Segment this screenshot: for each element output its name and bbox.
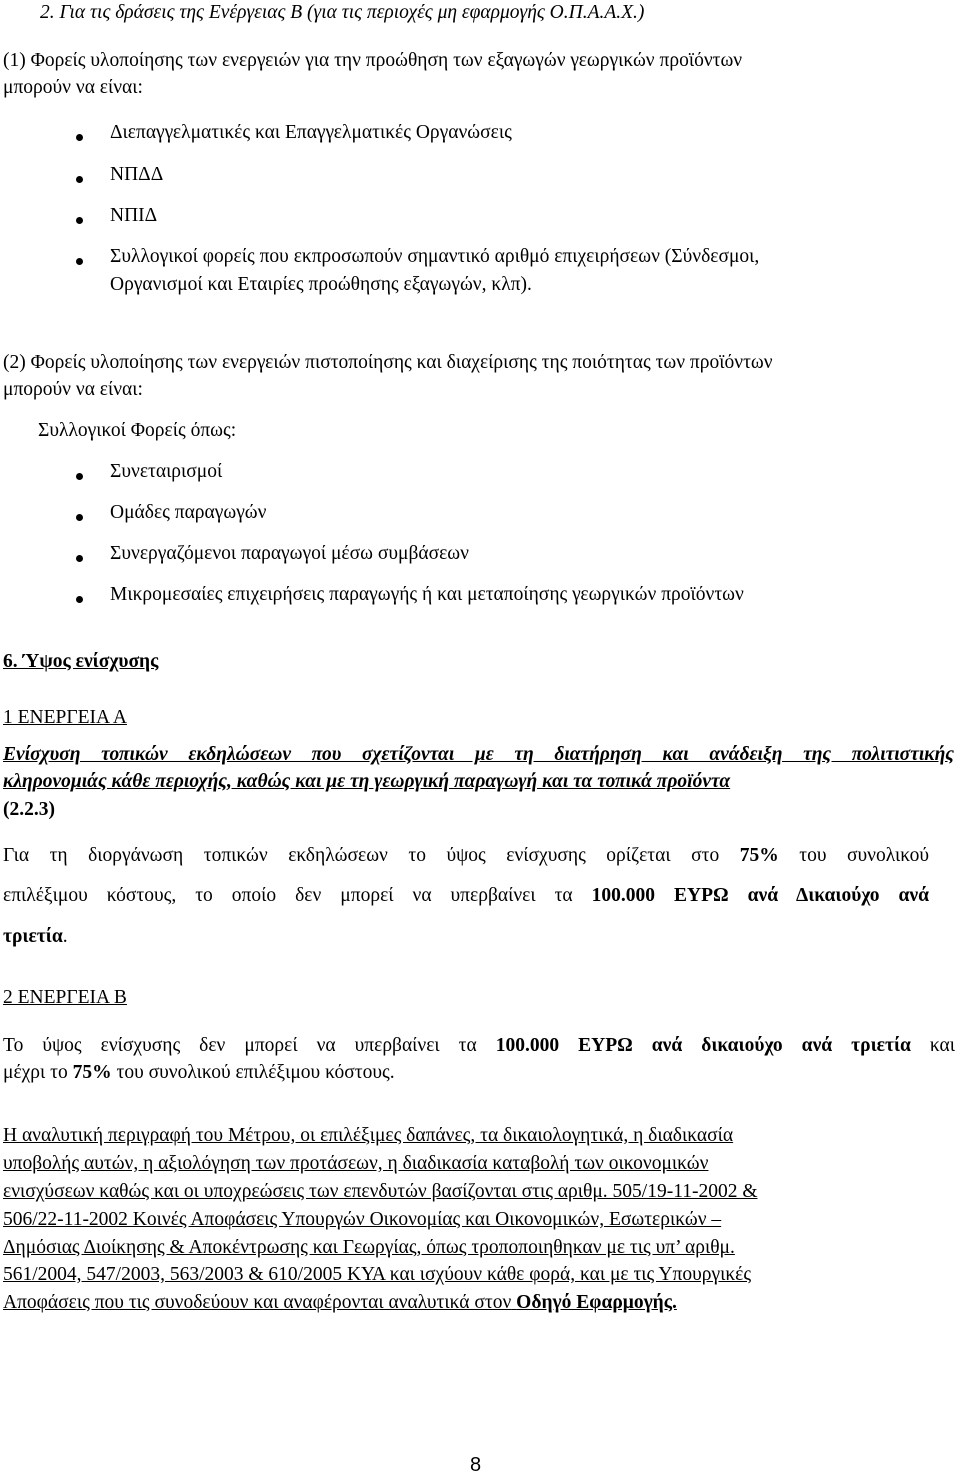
bullet-icon — [76, 596, 83, 603]
energeia-b-line2: μέχρι το 75% του συνολικού επιλέξιμου κόστους. — [3, 1062, 395, 1083]
list-item: Συνεργαζόμενοι παραγωγοί μέσω συμβάσεων — [110, 543, 469, 564]
energeia-a-body-line1: Για τη διοργάνωση τοπικών εκδηλώσεων το ύψος ενίσχυσης ορίζεται στο 75% του συνολικού — [3, 845, 930, 866]
closing-line: Αποφάσεις που τις συνοδεύουν και αναφέρονται αναλυτικά στον Οδηγό Εφαρμογής. — [3, 1292, 677, 1313]
sec2-intro-line1: (2) Φορείς υλοποίησης των ενεργειών πιστοποίησης και διαχείρισης της ποιότητας των προϊόντων — [3, 352, 773, 373]
list-item: Διεπαγγελματικές και Επαγγελματικές Οργανώσεις — [110, 122, 512, 143]
bullet-icon — [76, 217, 83, 224]
bullet-icon — [76, 176, 83, 183]
section-2-title: 2. Για τις δράσεις της Ενέργειας Β (για τις περιοχές μη εφαρμογής Ο.Π.Α.Α.Χ.) — [40, 2, 645, 23]
sec2-sub-heading: Συλλογικοί Φορείς όπως: — [38, 420, 237, 441]
bullet-icon — [76, 473, 83, 480]
energeia-a-title-line1: Ενίσχυση τοπικών εκδηλώσεων που σχετίζονται με τη διατήρηση και ανάδειξη της πολιτιστικής — [3, 744, 954, 765]
sec2-intro-line2: μπορούν να είναι: — [3, 379, 143, 400]
list-item: Ομάδες παραγωγών — [110, 502, 267, 523]
energeia-b-line1: Το ύψος ενίσχυσης δεν μπορεί να υπερβαίνει τα 100.000 ΕΥΡΩ ανά δικαιούχο ανά τριετία και — [3, 1035, 956, 1056]
closing-line: Η αναλυτική περιγραφή του Μέτρου, οι επιλέξιμες δαπάνες, τα δικαιολογητικά, η διαδικασία — [3, 1125, 734, 1146]
closing-line: 561/2004, 547/2003, 563/2003 & 610/2005 ΚΥΑ και ισχύουν κάθε φορά, και με τις Υπουργικές — [3, 1264, 752, 1285]
bullet-icon — [76, 134, 83, 141]
energeia-a-heading: 1 ΕΝΕΡΓΕΙΑ Α — [3, 707, 127, 728]
bullet-icon — [76, 514, 83, 521]
list-item-continuation: Οργανισμοί και Εταιρίες προώθησης εξαγωγών, κλπ). — [110, 274, 532, 295]
page-number: 8 — [470, 1454, 482, 1476]
list-item: Μικρομεσαίες επιχειρήσεις παραγωγής ή και μεταποίησης γεωργικών προϊόντων — [110, 584, 744, 605]
energeia-b-heading: 2 ΕΝΕΡΓΕΙΑ Β — [3, 987, 127, 1008]
energeia-a-body-line3: τριετία. — [3, 926, 68, 947]
sec1-intro-line2: μπορούν να είναι: — [3, 77, 143, 98]
closing-line: υποβολής αυτών, η αξιολόγηση των προτάσεων, η διαδικασία καταβολή των οικονομικών — [3, 1153, 709, 1174]
energeia-a-title-line2: κληρονομιάς κάθε περιοχής, καθώς και με τη γεωργική παραγωγή και τα τοπικά προϊόντα — [3, 771, 731, 792]
closing-line: 506/22-11-2002 Κοινές Αποφάσεις Υπουργών Οικονομίας και Οικονομικών, Εσωτερικών – — [3, 1209, 722, 1230]
closing-line: ενισχύσεων καθώς και οι υποχρεώσεις των επενδυτών βασίζονται στις αριθμ. 505/19-11-2002 & — [3, 1181, 758, 1202]
list-item: ΝΠΔΔ — [110, 164, 164, 185]
energeia-a-title-line3: (2.2.3) — [3, 799, 55, 820]
section-6-heading: 6. Ύψος ενίσχυσης — [3, 651, 159, 672]
list-item: ΝΠΙΔ — [110, 205, 158, 226]
list-item: Συλλογικοί φορείς που εκπροσωπούν σημαντικό αριθμό επιχειρήσεων (Σύνδεσμοι, — [110, 246, 760, 267]
list-item: Συνεταιρισμοί — [110, 461, 223, 482]
bullet-icon — [76, 555, 83, 562]
sec1-intro-line1: (1) Φορείς υλοποίησης των ενεργειών για την προώθηση των εξαγωγών γεωργικών προϊόντων — [3, 50, 743, 71]
closing-line: Δημόσιας Διοίκησης & Αποκέντρωσης και Γεωργίας, όπως τροποποιηθηκαν με τις υπ’ αριθμ. — [3, 1237, 735, 1258]
bullet-icon — [76, 258, 83, 265]
energeia-a-body-line2: επιλέξιμου κόστους, το οποίο δεν μπορεί να υπερβαίνει τα 100.000 ΕΥΡΩ ανά Δικαιούχο ανά — [3, 885, 930, 906]
